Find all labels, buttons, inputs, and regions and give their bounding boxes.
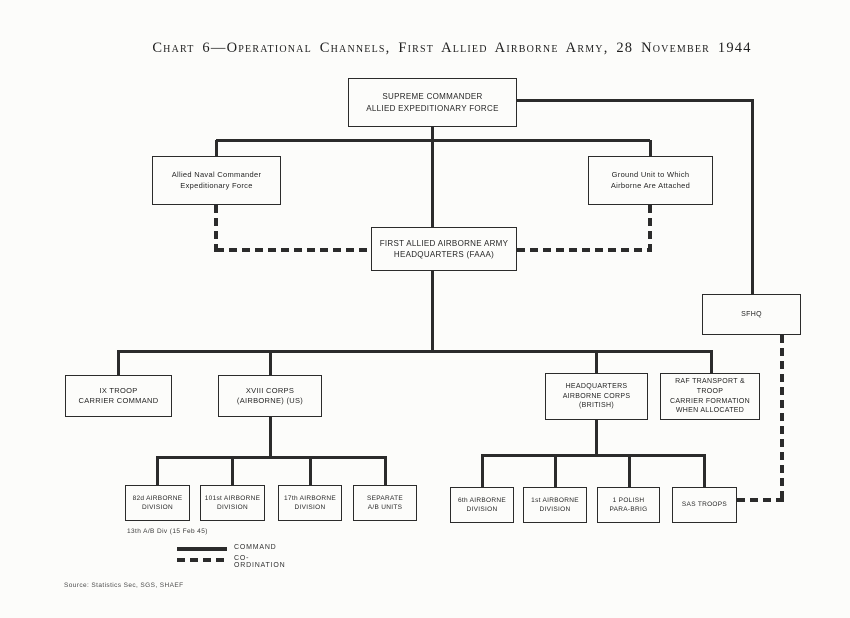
org-box-label: FIRST ALLIED AIRBORNE ARMY — [379, 238, 509, 248]
org-box-label: CARRIER COMMAND — [78, 396, 159, 405]
command-connector — [516, 99, 754, 102]
org-box-ix-troop-carrier-command — [65, 375, 172, 417]
chart-title: Chart 6—Operational Channels, First Allied Airborne Army, 28 November 1944 — [152, 40, 752, 56]
org-box-label: A/B UNITS — [367, 504, 403, 511]
org-box-label: HEADQUARTERS — [565, 382, 628, 390]
org-box-label: PARA-BRIG — [609, 506, 648, 513]
command-connector — [751, 100, 754, 296]
command-connector — [710, 350, 713, 375]
command-connector — [554, 454, 557, 489]
org-box-label: ALLIED EXPEDITIONARY FORCE — [366, 103, 499, 113]
org-box-label: DIVISION — [539, 506, 571, 513]
org-box-label: (AIRBORNE) (US) — [236, 396, 304, 405]
org-box-label: XVIII CORPS — [245, 385, 295, 395]
org-box-label: Expeditionary Force — [180, 180, 253, 190]
coordination-connector — [216, 248, 372, 252]
command-connector — [431, 270, 434, 352]
command-connector — [231, 456, 234, 487]
org-box-label: Allied Naval Commander — [171, 170, 262, 179]
org-box-17th-airborne-division — [278, 485, 342, 521]
org-box-sfhq — [702, 294, 801, 335]
org-box-sas-troops — [672, 487, 737, 523]
org-box-82d-airborne-division — [125, 485, 190, 521]
org-box-supreme-commander-aef — [348, 78, 517, 127]
org-box-label: IX TROOP — [99, 385, 138, 395]
org-box-label: Airborne Are Attached — [610, 180, 691, 190]
command-connector — [595, 420, 598, 456]
org-box-ground-unit-attached — [588, 156, 713, 205]
org-box-label: Ground Unit to Which — [611, 170, 690, 179]
command-connector — [481, 454, 484, 489]
legend-command-line — [177, 547, 227, 551]
org-box-label: 1st AIRBORNE — [531, 496, 579, 504]
org-box-label: SFHQ — [741, 310, 762, 318]
org-box-1-polish-para-brig — [597, 487, 660, 523]
org-box-label: WHEN ALLOCATED — [675, 407, 745, 415]
legend-coordination-label: CO-ORDINATION — [234, 555, 286, 569]
org-box-label: HEADQUARTERS (FAAA) — [393, 250, 495, 259]
command-connector — [309, 456, 312, 487]
coordination-connector — [780, 335, 784, 503]
footnote-13th-ab-div: 13th A/B Div (15 Feb 45) — [127, 528, 208, 535]
org-box-label: (BRITISH) — [579, 402, 614, 410]
org-box-separate-ab-units — [353, 485, 417, 521]
command-connector — [482, 454, 704, 457]
coordination-connector — [648, 205, 652, 253]
command-connector — [431, 127, 434, 228]
org-box-faaa-headquarters — [371, 227, 517, 271]
source-note: Source: Statistics Sec, SGS, SHAEF — [64, 582, 184, 589]
command-connector — [703, 454, 706, 489]
org-box-label: DIVISION — [466, 506, 498, 513]
org-box-101st-airborne-division — [200, 485, 265, 521]
org-box-label: DIVISION — [142, 504, 173, 511]
org-box-label: CARRIER FORMATION — [669, 397, 751, 405]
org-box-1st-airborne-division — [523, 487, 587, 523]
org-box-label: SUPREME COMMANDER — [382, 92, 483, 102]
command-connector — [157, 456, 385, 459]
command-connector — [384, 456, 387, 487]
command-connector — [269, 417, 272, 458]
legend-coordination-line — [177, 558, 227, 562]
command-connector — [628, 454, 631, 489]
org-box-label: SAS TROOPS — [681, 501, 728, 509]
org-box-hq-airborne-corps-british — [545, 373, 648, 420]
org-box-label: 17th AIRBORNE — [284, 494, 336, 502]
org-box-label: 1 POLISH — [612, 496, 645, 504]
command-connector — [269, 350, 272, 377]
org-box-allied-naval-commander — [152, 156, 281, 205]
org-box-label: RAF TRANSPORT & TROOP — [675, 377, 745, 395]
org-box-label: DIVISION — [217, 504, 248, 511]
org-box-raf-transport-troop-carrier — [660, 373, 760, 420]
command-connector — [216, 139, 650, 142]
command-connector — [156, 456, 159, 487]
org-box-xviii-corps-airborne-us — [218, 375, 322, 417]
coordination-connector — [737, 498, 785, 502]
org-box-label: 6th AIRBORNE — [457, 496, 507, 504]
org-box-label: DIVISION — [294, 504, 326, 511]
coordination-connector — [214, 205, 218, 253]
org-box-label: 101st AIRBORNE — [204, 494, 261, 502]
legend-command-label: COMMAND — [234, 544, 277, 551]
org-box-label: 82d AIRBORNE — [132, 494, 183, 502]
coordination-connector — [517, 248, 651, 252]
org-box-label: SEPARATE — [366, 494, 404, 502]
command-connector — [117, 350, 120, 377]
command-connector — [595, 350, 598, 375]
command-connector — [118, 350, 712, 353]
org-box-6th-airborne-division — [450, 487, 514, 523]
org-box-label: AIRBORNE CORPS — [562, 392, 631, 400]
